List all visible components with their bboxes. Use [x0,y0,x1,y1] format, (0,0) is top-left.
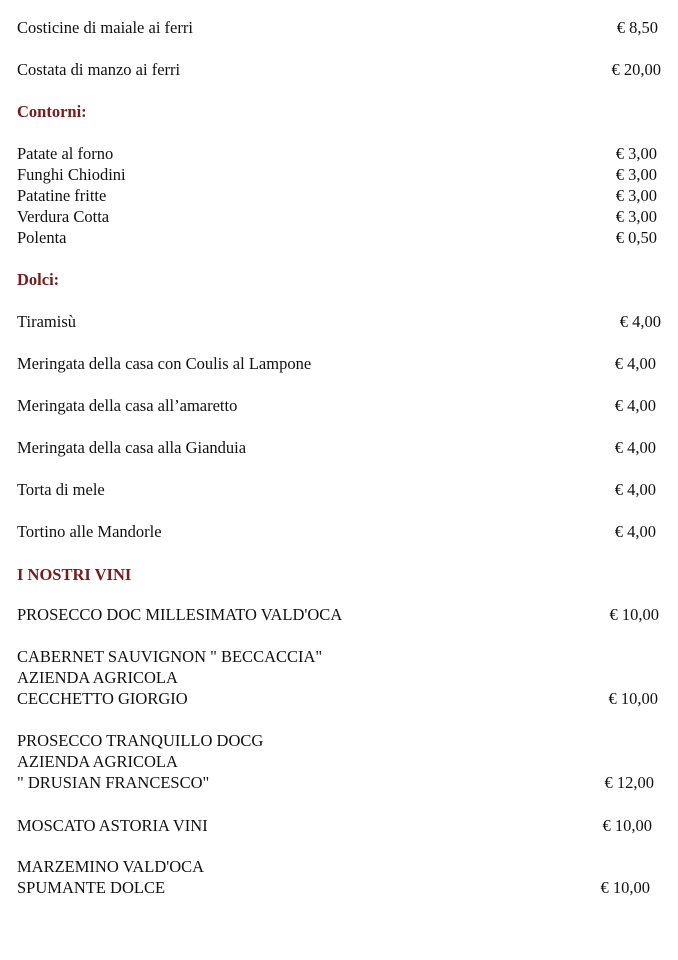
wine-name-line: MOSCATO ASTORIA VINI [17,816,208,835]
menu-item-name: Funghi Chiodini [17,165,126,184]
menu-item-price: € 3,00 [615,165,657,184]
menu-item-name: Meringata della casa all’amaretto [17,396,238,415]
menu-item-price: € 3,00 [615,186,657,205]
wine-price: € 10,00 [608,689,658,708]
menu-item-price: € 4,00 [614,522,656,541]
menu-item-name: Meringata della casa con Coulis al Lampone [17,354,312,373]
wine-name-line: CABERNET SAUVIGNON " BECCACCIA" [17,647,323,666]
wine-name-line: CECCHETTO GIORGIO [17,689,188,708]
section-heading-vini: I NOSTRI VINI [17,565,132,584]
menu-item-name: Patate al forno [17,144,114,163]
wine-price: € 10,00 [600,878,650,897]
wine-name-line: PROSECCO DOC MILLESIMATO VALD'OCA [17,605,343,624]
menu-item-price: € 4,00 [614,354,656,373]
section-heading-dolci: Dolci: [17,270,60,289]
wine-price: € 12,00 [604,773,654,792]
menu-item-price: € 4,00 [614,480,656,499]
menu-item-price: € 8,50 [616,18,658,37]
menu-item-price: € 4,00 [619,312,661,331]
menu-item-price: € 20,00 [611,60,661,79]
wine-name-line: AZIENDA AGRICOLA [17,668,178,687]
menu-item-name: Patatine fritte [17,186,107,205]
menu-item-name: Torta di mele [17,480,105,499]
menu-item-price: € 3,00 [615,207,657,226]
wine-name-line: AZIENDA AGRICOLA [17,752,178,771]
menu-item-name: Polenta [17,228,67,247]
wine-price: € 10,00 [609,605,659,624]
menu-item-name: Meringata della casa alla Gianduia [17,438,247,457]
menu-item-price: € 4,00 [614,438,656,457]
wine-name-line: " DRUSIAN FRANCESCO" [17,773,210,792]
menu-item-price: € 0,50 [615,228,657,247]
wine-price: € 10,00 [602,816,652,835]
menu-item-name: Tortino alle Mandorle [17,522,162,541]
wine-name-line: MARZEMINO VALD'OCA [17,857,205,876]
menu-item-price: € 4,00 [614,396,656,415]
menu-item-name: Verdura Cotta [17,207,110,226]
wine-name-line: SPUMANTE DOLCE [17,878,166,897]
menu-item-name: Costicine di maiale ai ferri [17,18,193,37]
menu-item-name: Tiramisù [17,312,76,331]
section-heading-contorni: Contorni: [17,102,87,121]
menu-item-price: € 3,00 [615,144,657,163]
wine-name-line: PROSECCO TRANQUILLO DOCG [17,731,264,750]
menu-item-name: Costata di manzo ai ferri [17,60,181,79]
